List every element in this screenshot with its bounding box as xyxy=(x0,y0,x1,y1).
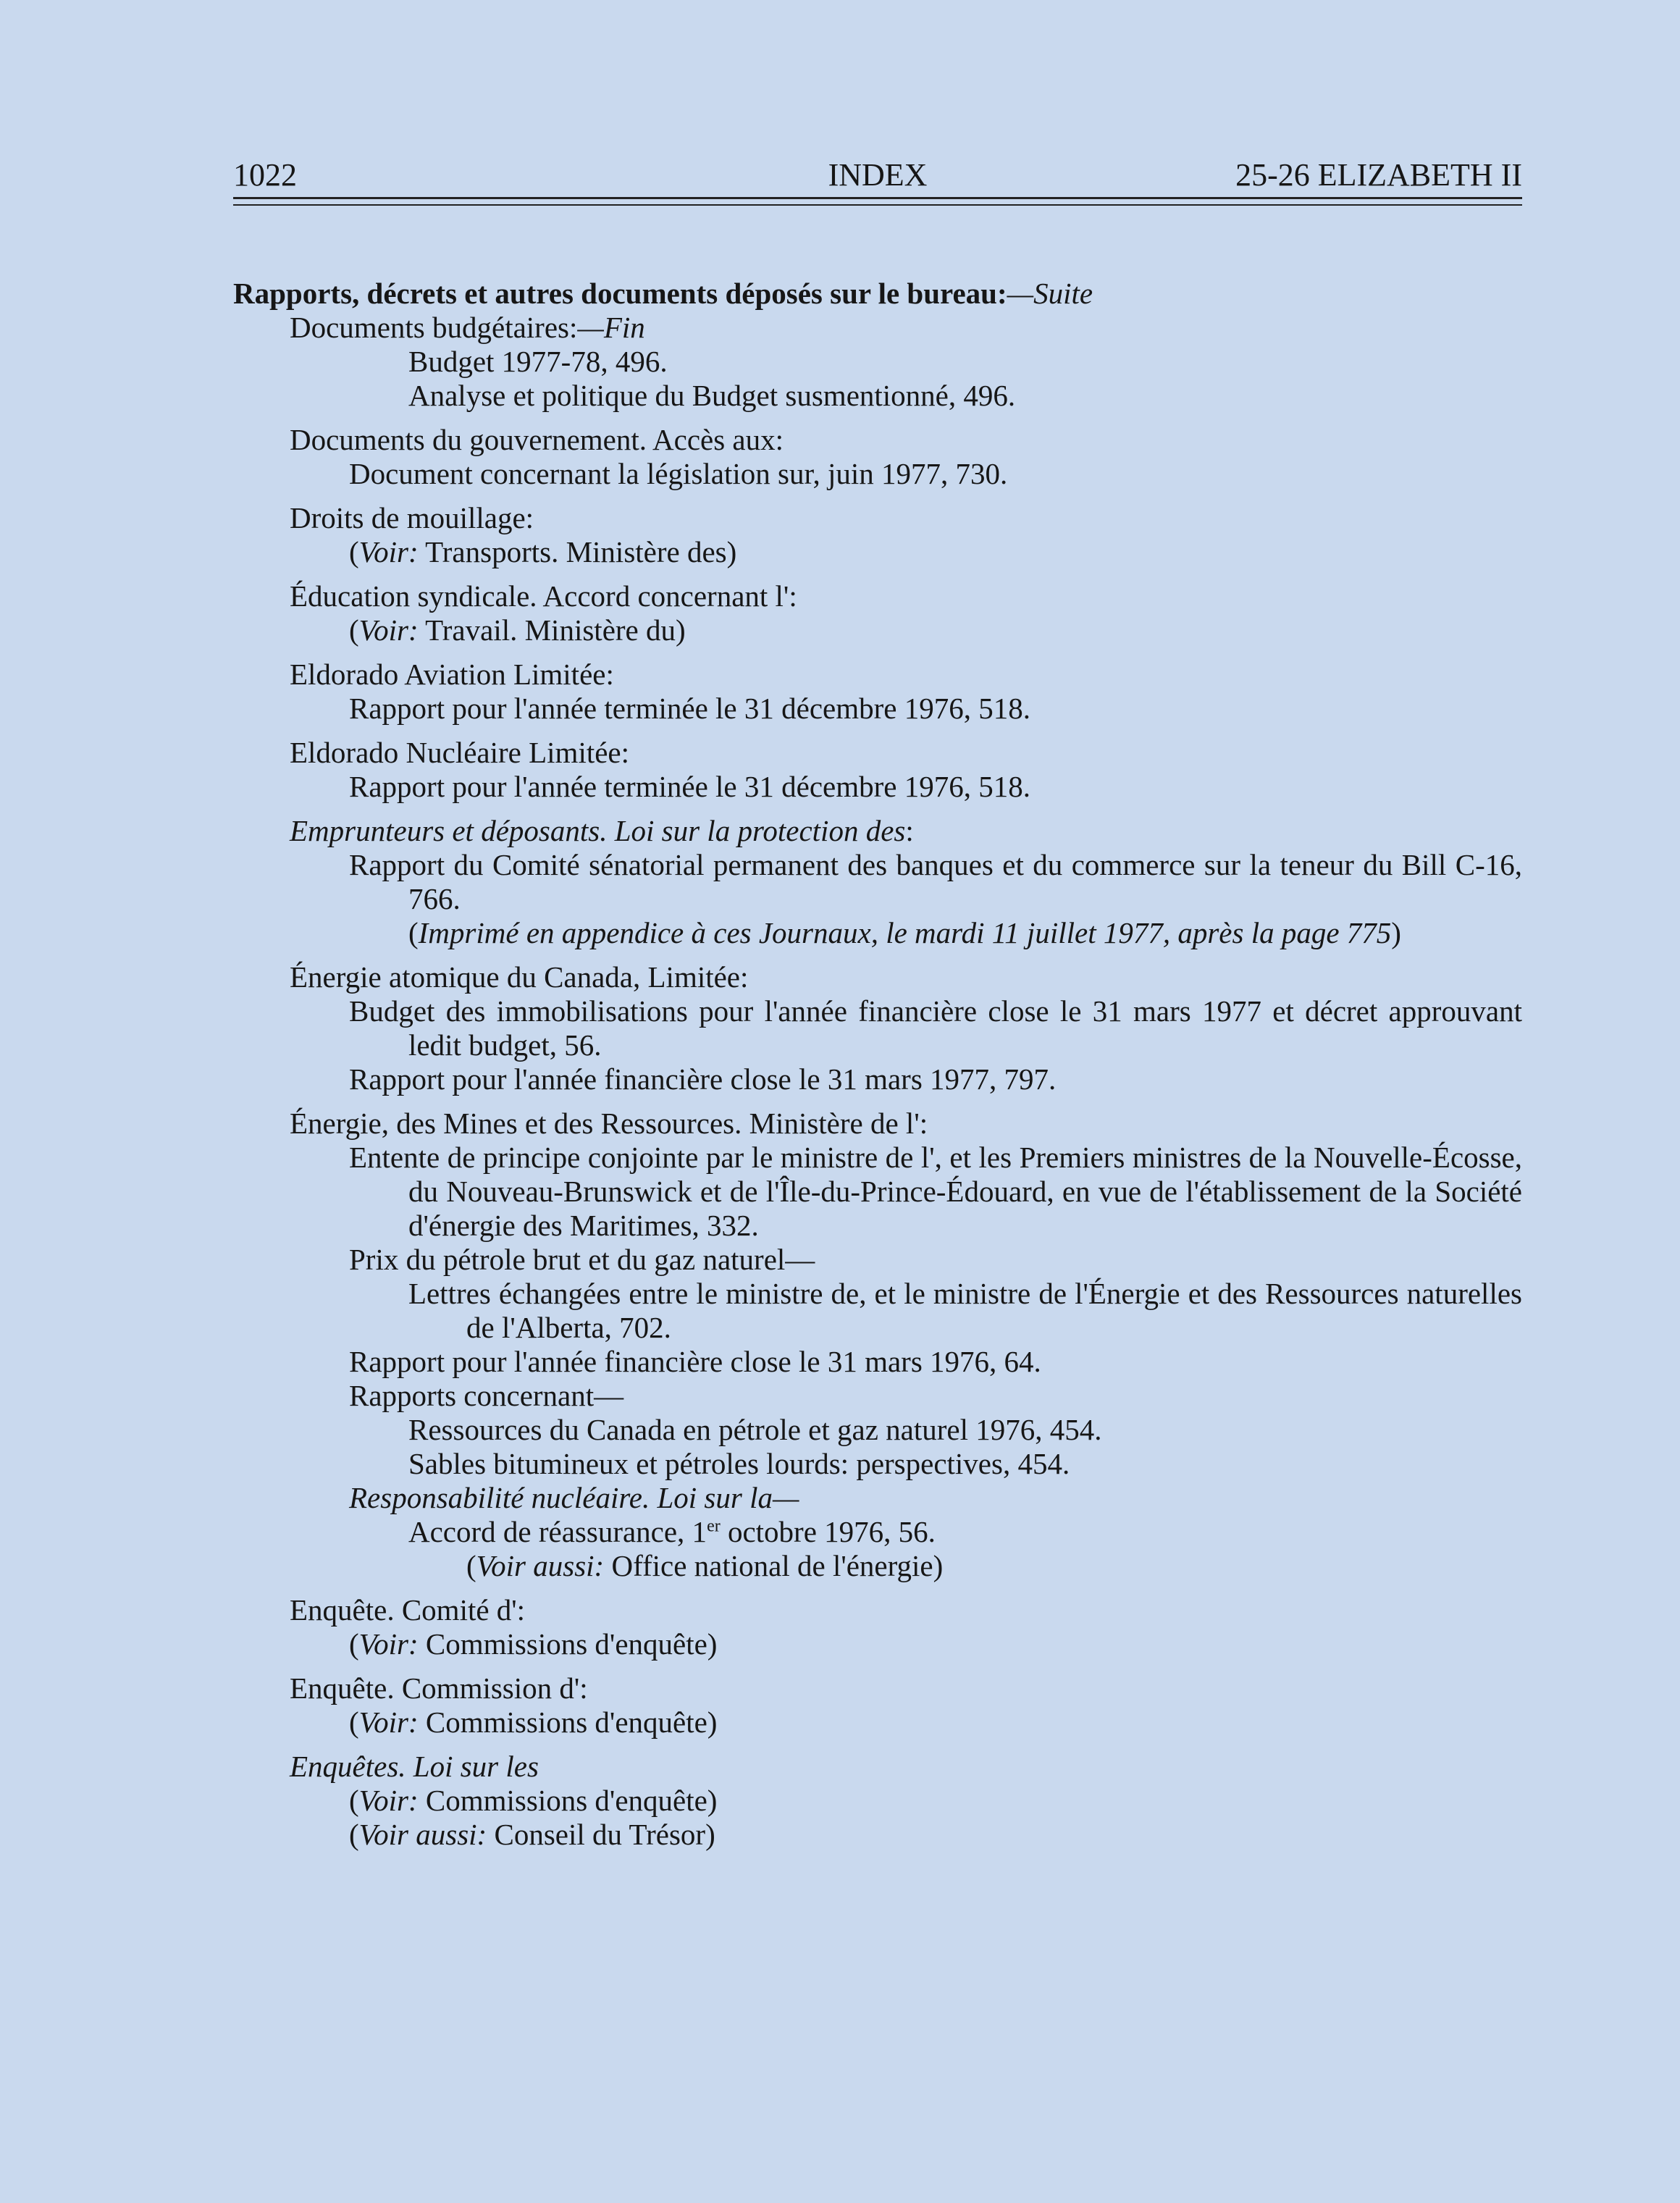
voir-aussi-label: Voir aussi: xyxy=(358,1818,487,1851)
ordinal-superscript: er xyxy=(707,1516,721,1536)
reference-text: Office national de l'énergie) xyxy=(611,1549,944,1582)
entry-documents-gouvernement: Documents du gouvernement. Accès aux: xyxy=(290,423,784,456)
reference-text: Commissions d'enquête) xyxy=(425,1705,718,1739)
entry-cont: —Fin xyxy=(577,311,645,344)
sub-entry-responsabilite: Responsabilité nucléaire. Loi sur la— xyxy=(349,1481,799,1514)
header-rule-top xyxy=(233,197,1522,199)
sub-entry: Entente de principe conjointe par le ministre de l', et les Premiers ministres de la Nouvelle-Écosse, du Nouveau-Brunswick et de l'Île-du-Prince-Édouard, en vue de l'établissement de la Société d'énergie des Maritimes, 332. xyxy=(349,1141,1522,1242)
entry-eldorado-aviation: Eldorado Aviation Limitée: xyxy=(290,658,614,691)
entry-documents-budgetaires xyxy=(290,311,1522,345)
reference-text: Commissions d'enquête) xyxy=(425,1627,718,1661)
voir-label: Voir: xyxy=(358,535,419,568)
entry-label: Documents budgétaires: xyxy=(290,311,578,344)
main-heading xyxy=(233,277,1522,311)
sub-entry: Rapport pour l'année terminée le 31 décembre 1976, 518. xyxy=(349,692,1030,725)
entry-label: Emprunteurs et déposants. Loi sur la protection des xyxy=(290,814,906,847)
cross-reference: (Voir: Travail. Ministère du) xyxy=(349,613,686,647)
sub-entry: Budget des immobilisations pour l'année financière close le 31 mars 1977 et décret approuvant ledit budget, 56. xyxy=(349,994,1522,1062)
sub-entry: Rapport pour l'année terminée le 31 décembre 1976, 518. xyxy=(349,770,1030,803)
header-rule-bottom xyxy=(233,204,1522,206)
note-text: Imprimé en appendice à ces Journaux, le mardi 11 juillet 1977, après la page 775 xyxy=(418,916,1392,949)
voir-label: Voir: xyxy=(358,613,419,647)
entry-enquete-commission: Enquête. Commission d': xyxy=(290,1671,588,1705)
reference-text: Transports. Ministère des) xyxy=(425,535,737,568)
entry-enquete-comite: Enquête. Comité d': xyxy=(290,1593,526,1627)
sub-sub-entry: Ressources du Canada en pétrole et gaz naturel 1976, 454. xyxy=(408,1413,1102,1446)
cross-reference: (Voir aussi: Conseil du Trésor) xyxy=(349,1818,715,1851)
page-number: 1022 xyxy=(233,157,297,193)
item-text-post: octobre 1976, 56. xyxy=(720,1515,936,1548)
sub-entry: Rapport du Comité sénatorial permanent des banques et du commerce sur la teneur du Bill C-16, 766. xyxy=(349,848,1522,915)
cross-reference: (Voir: Transports. Ministère des) xyxy=(349,535,737,568)
reference-text: Commissions d'enquête) xyxy=(425,1784,718,1817)
voir-label: Voir aussi: xyxy=(476,1549,605,1582)
entry-enquetes-loi: Enquêtes. Loi sur les xyxy=(290,1750,539,1783)
sub-sub-entry xyxy=(408,1515,1522,1549)
entry-education-syndicale: Éducation syndicale. Accord concernant l': xyxy=(290,579,797,613)
note: (Imprimé en appendice à ces Journaux, le mardi 11 juillet 1977, après la page 775) xyxy=(408,916,1401,949)
item-text-pre: Accord de réassurance, 1 xyxy=(408,1515,707,1548)
page-header xyxy=(233,154,1522,197)
sub-entry-prix: Prix du pétrole brut et du gaz naturel— xyxy=(349,1243,815,1276)
cross-reference: (Voir aussi: Office national de l'énergie) xyxy=(466,1549,944,1582)
running-title: INDEX xyxy=(828,157,928,193)
index-body xyxy=(233,277,1522,1852)
main-heading-cont: —Suite xyxy=(1007,277,1093,310)
entry-energie-atomique: Énergie atomique du Canada, Limitée: xyxy=(290,960,749,994)
main-heading-text: Rapports, décrets et autres documents déposés sur le bureau: xyxy=(233,277,1007,310)
entry-eldorado-nucleaire: Eldorado Nucléaire Limitée: xyxy=(290,736,630,769)
voir-label: Voir: xyxy=(358,1784,419,1817)
sub-entry: Rapport pour l'année financière close le 31 mars 1976, 64. xyxy=(349,1345,1041,1378)
entry-energie-mines: Énergie, des Mines et des Ressources. Ministère de l': xyxy=(290,1107,928,1140)
regnal-year: 25-26 ELIZABETH II xyxy=(1235,157,1522,193)
voir-label: Voir: xyxy=(358,1627,419,1661)
cross-reference: (Voir: Commissions d'enquête) xyxy=(349,1705,718,1739)
reference-text: Travail. Ministère du) xyxy=(425,613,686,647)
sub-entry: Rapport pour l'année financière close le 31 mars 1977, 797. xyxy=(349,1062,1057,1096)
sub-entry-rapports: Rapports concernant— xyxy=(349,1379,624,1412)
sub-sub-entry: Lettres échangées entre le ministre de, et le ministre de l'Énergie et des Ressources naturelles de l'Alberta, 702. xyxy=(408,1277,1522,1344)
sub-sub-entry: Sables bitumineux et pétroles lourds: perspectives, 454. xyxy=(408,1447,1070,1480)
cross-reference: (Voir: Commissions d'enquête) xyxy=(349,1627,718,1661)
cross-reference: (Voir: Commissions d'enquête) xyxy=(349,1784,718,1817)
reference-text: Conseil du Trésor) xyxy=(494,1818,715,1851)
sub-entry: Analyse et politique du Budget susmentionné, 496. xyxy=(408,379,1016,412)
sub-entry: Budget 1977-78, 496. xyxy=(408,345,668,378)
sub-entry: Document concernant la législation sur, juin 1977, 730. xyxy=(349,457,1008,490)
entry-emprunteurs: Emprunteurs et déposants. Loi sur la protection des: xyxy=(290,814,914,847)
entry-droits-mouillage: Droits de mouillage: xyxy=(290,501,534,534)
voir-label: Voir: xyxy=(358,1705,419,1739)
